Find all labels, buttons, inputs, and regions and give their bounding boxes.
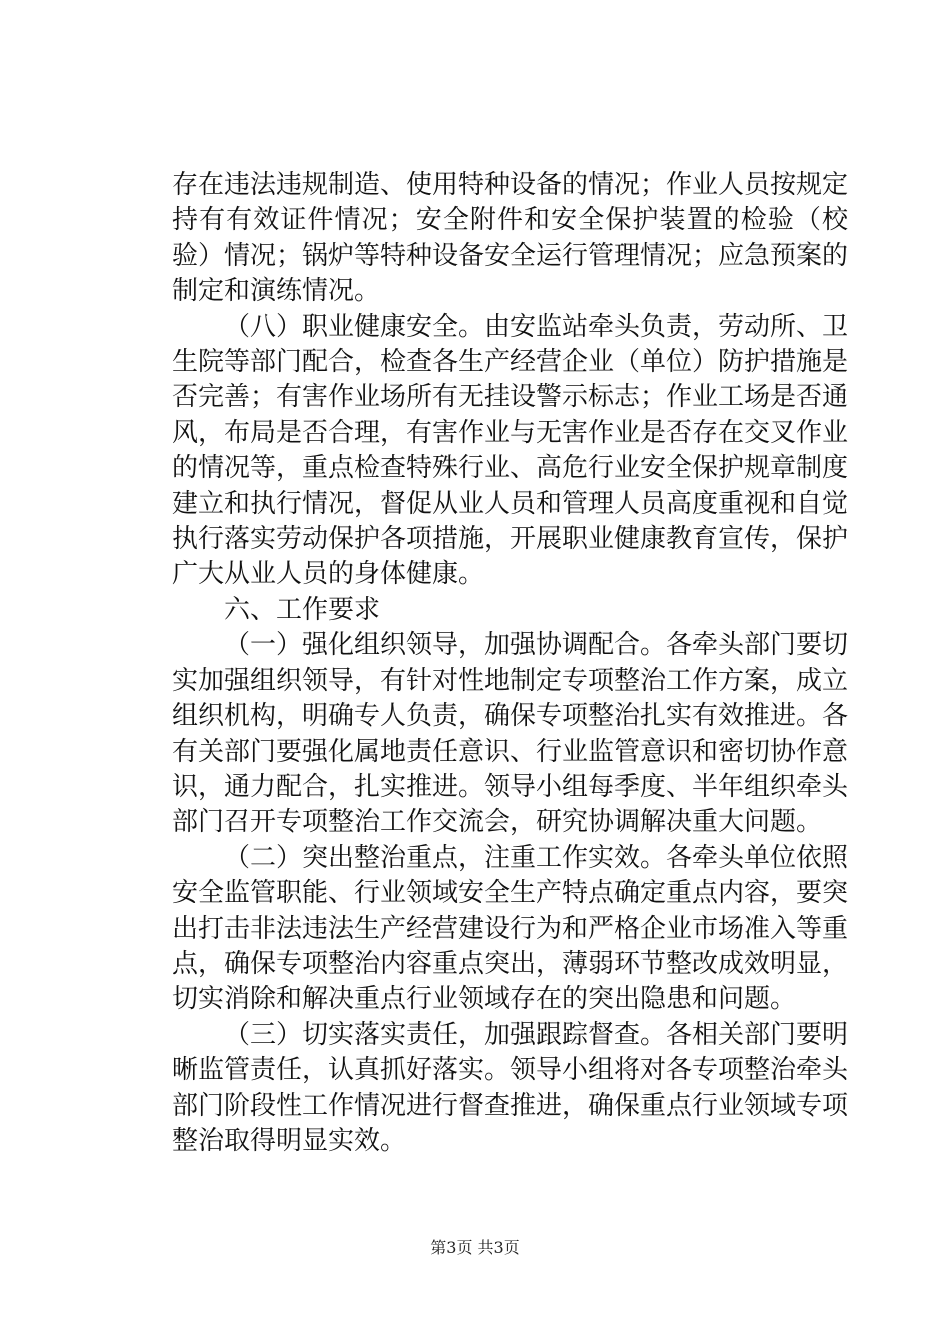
document-body: [172, 168, 848, 1159]
paragraph-requirement-2: （二）突出整治重点，注重工作实效。各牵头单位依照安全监管职能、行业领域安全生产特点确定重点内容，要突出打击非法违法生产经营建设行为和严格企业市场准入等重点，确保专项整治内容重点突出，薄弱环节整改成效明显，切实消除和解决重点行业领域存在的突出隐患和问题。: [172, 842, 849, 1015]
paragraph-occupational-health: （八）职业健康安全。由安监站牵头负责，劳动所、卫生院等部门配合，检查各生产经营企业（单位）防护措施是否完善；有害作业场所有无挂设警示标志；作业工场是否通风，布局是否合理，有害作业与无害作业是否存在交叉作业的情况等，重点检查特殊行业、高危行业安全保护规章制度建立和执行情况，督促从业人员和管理人员高度重视和自觉执行落实劳动保护各项措施，开展职业健康教育宣传，保护广大从业人员的身体健康。: [172, 311, 849, 590]
page-footer: 第3页 共3页: [430, 1238, 520, 1257]
section-heading-work-requirements: 六、工作要求: [224, 594, 381, 625]
paragraph-continuation: 存在违法违规制造、使用特种设备的情况；作业人员按规定持有有效证件情况；安全附件和安全保护装置的检验（校验）情况；锅炉等特种设备安全运行管理情况；应急预案的制定和演练情况。: [172, 170, 849, 307]
paragraph-requirement-3: （三）切实落实责任，加强跟踪督查。各相关部门要明晰监管责任，认真抓好落实。领导小组将对各专项整治牵头部门阶段性工作情况进行督查推进，确保重点行业领域专项整治取得明显实效。: [172, 1019, 849, 1156]
paragraph-requirement-1: （一）强化组织领导，加强协调配合。各牵头部门要切实加强组织领导，有针对性地制定专项整治工作方案，成立组织机构，明确专人负责，确保专项整治扎实有效推进。各有关部门要强化属地责任意识、行业监管意识和密切协作意识，通力配合，扎实推进。领导小组每季度、半年组织牵头部门召开专项整治工作交流会，研究协调解决重大问题。: [172, 630, 849, 838]
